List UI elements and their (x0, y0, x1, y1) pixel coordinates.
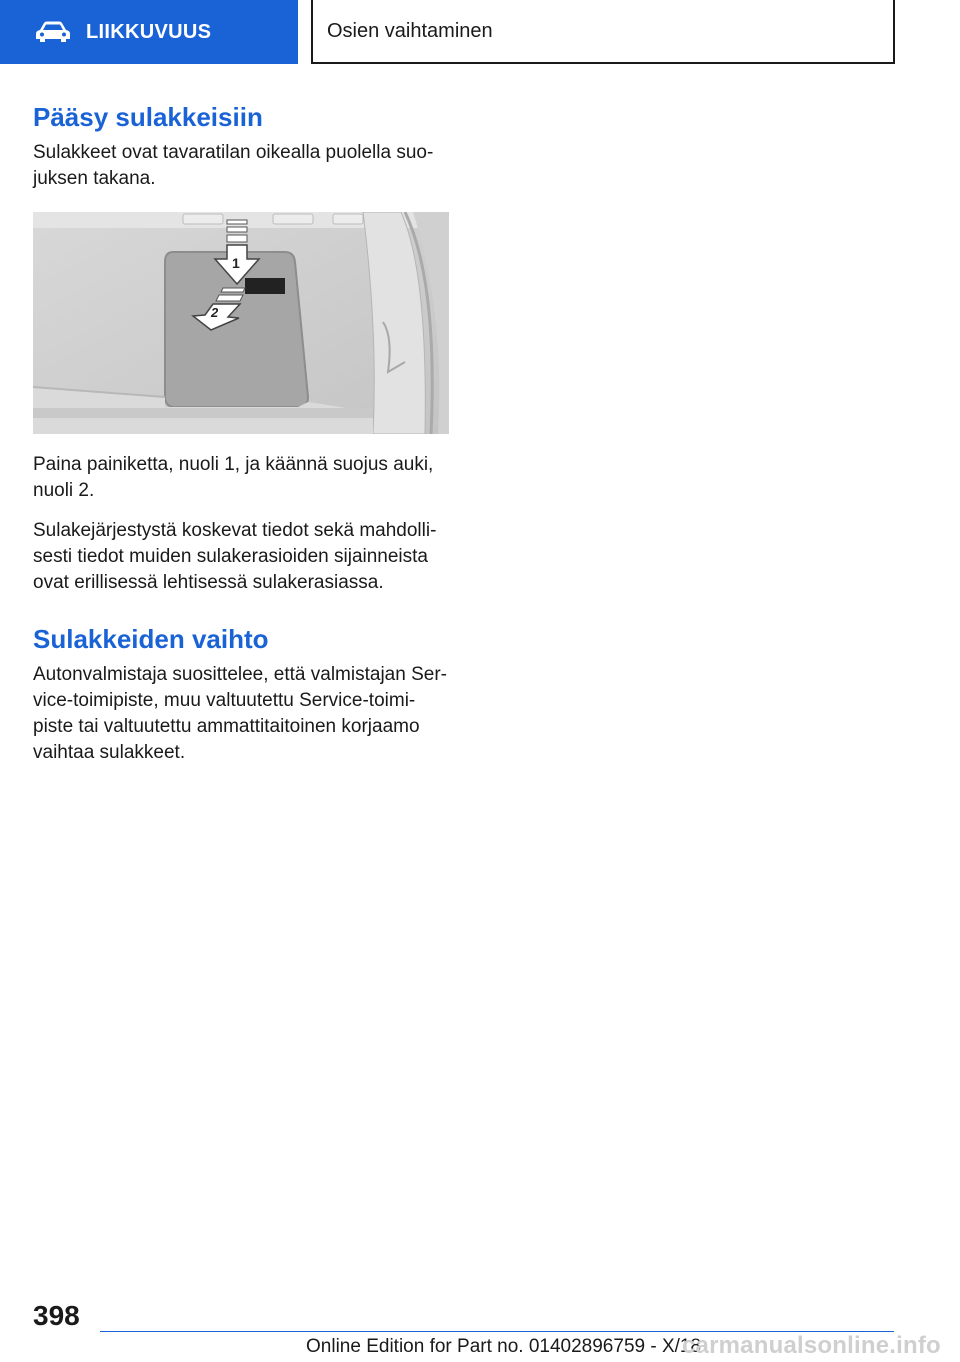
paragraph-fuse-location: Sulakkeet ovat tavaratilan oikealla puolella suo-juksen takana. (33, 142, 434, 189)
section-title-replace-fuses: Sulakkeiden vaihto (33, 624, 269, 654)
section-tab (0, 0, 298, 64)
chapter-title: Osien vaihtaminen (327, 19, 493, 42)
footer-edition-text: Online Edition for Part no. 01402896759 - X/18 (306, 1336, 702, 1357)
main-content (33, 100, 451, 780)
svg-text:2: 2 (211, 305, 219, 320)
paragraph-fuse-info: Sulakejärjestystä koskevat tiedot sekä mahdolli-sesti tiedot muiden sulakerasioiden sijainneista ovat erillisessä lehtisessä sulakerasiassa. (33, 520, 437, 593)
page-number: 398 (33, 1300, 80, 1331)
chapter-header (311, 0, 895, 64)
car-icon (34, 20, 72, 44)
svg-text:1: 1 (232, 255, 240, 271)
section-title-access-fuses: Pääsy sulakkeisiin (33, 102, 263, 132)
section-label: LIIKKUVUUS (86, 20, 212, 43)
fuse-cover-illustration (33, 212, 449, 434)
paragraph-open-cover: Paina painiketta, nuoli 1, ja käännä suojus auki, nuoli 2. (33, 454, 434, 501)
watermark: carmanualsonline.info (682, 1332, 941, 1359)
paragraph-replace-recommendation: Autonvalmistaja suosittelee, että valmistajan Ser-vice-toimipiste, muu valtuutettu Service-toimi-piste tai valtuutettu ammattitaitoinen korjaamo vaihtaa sulakkeet. (33, 664, 447, 763)
